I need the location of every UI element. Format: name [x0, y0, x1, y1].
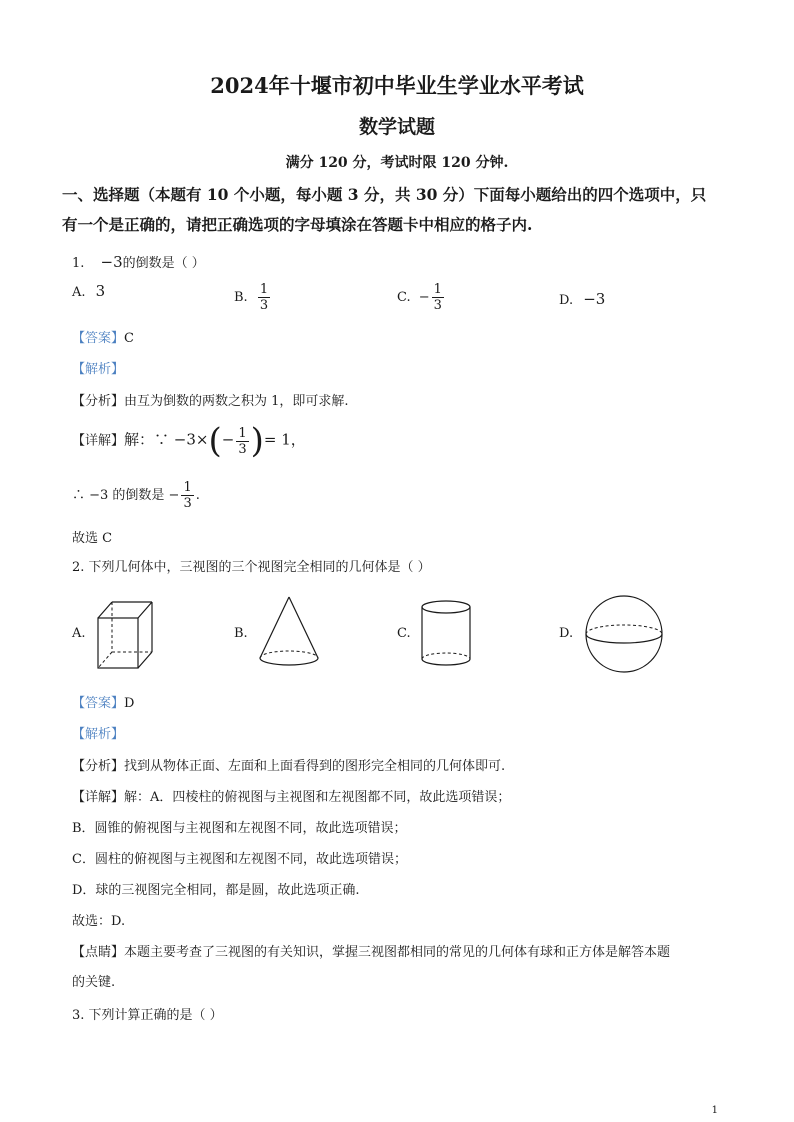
answer-tag: 【答案】 [72, 331, 125, 346]
detail-expression: 解：∵ −3× [124, 430, 209, 449]
q1-number: 1. [72, 256, 85, 271]
exam-info: 满分 120 分，考试时限 120 分钟. [285, 155, 509, 171]
cylinder-icon [418, 598, 474, 670]
right-paren: ) [250, 421, 264, 461]
left-paren: ( [208, 421, 222, 461]
option-label: C. [397, 290, 411, 305]
q1-option-a [72, 282, 105, 300]
denominator: 3 [433, 298, 442, 313]
section-heading-line2: 有一个是正确的，请把正确选项的字母填涂在答题卡中相应的格子内. [62, 215, 533, 234]
q1-option-c [397, 282, 446, 313]
option-label: D. [559, 293, 574, 308]
q2-detail [72, 786, 510, 805]
option-value: −3 [583, 290, 606, 308]
denominator: 3 [259, 298, 269, 313]
q2-option-b-label: B. [234, 626, 248, 641]
q1-conclusion [72, 480, 200, 511]
q1-value: −3 [100, 253, 123, 271]
answer-tag: 【答案】 [72, 696, 125, 711]
detail-a: 解：A．四棱柱的俯视图与主视图和左视图都不同，故此选项错误； [124, 790, 511, 805]
q2-stem: 2. 下列几何体中，三视图的三个视图完全相同的几何体是（ ） [72, 560, 431, 575]
q2-fenxi [72, 755, 505, 774]
conclusion-text: ∴ −3 的倒数是 − [72, 488, 180, 503]
q2-detail-c: C．圆柱的俯视图与主视图和左视图不同，故此选项错误； [72, 852, 407, 867]
numerator: 1 [183, 480, 192, 495]
section-heading-line1: 一、选择题（本题有 10 个小题，每小题 3 分，共 30 分）下面每小题给出的四个选项中，只 [62, 185, 707, 204]
q2-dianjing-cont: 的关键. [72, 975, 116, 990]
dianjing-tag: 【点睛】 [72, 945, 125, 960]
option-label: A. [72, 285, 86, 300]
detail-tag: 【详解】 [72, 433, 125, 449]
q1-option-b [234, 282, 272, 313]
q2-dianjing [72, 941, 670, 960]
numerator: 1 [238, 425, 247, 441]
fenxi-text: 由互为倒数的两数之积为 1，即可求解. [124, 394, 349, 409]
q1-option-d [559, 290, 605, 308]
q2-option-c-label: C. [397, 626, 411, 641]
q1-answer [72, 327, 134, 346]
cuboid-icon [94, 598, 156, 672]
q1-analysis-tag: 【解析】 [72, 362, 125, 377]
page-number: 1 [711, 1105, 718, 1116]
q2-analysis-tag: 【解析】 [72, 727, 125, 742]
q1-detail [72, 421, 306, 461]
numerator: 1 [433, 282, 442, 297]
q1-stem [72, 252, 205, 271]
denominator: 3 [238, 441, 247, 457]
fraction [236, 426, 248, 457]
detail-tag: 【详解】 [72, 790, 125, 805]
minus-sign: − [418, 290, 430, 305]
fraction [432, 282, 444, 313]
q2-answer [72, 692, 134, 711]
option-value: 3 [95, 282, 106, 300]
period: . [195, 488, 200, 503]
q1-fenxi [72, 390, 349, 409]
fenxi-tag: 【分析】 [72, 759, 125, 774]
fraction [258, 282, 270, 313]
q1-stem-text: 的倒数是（ ） [122, 256, 205, 271]
q2-detail-d: D．球的三视图完全相同，都是圆，故此选项正确. [72, 883, 360, 898]
option-label: B. [234, 290, 248, 305]
q2-detail-b: B．圆锥的俯视图与主视图和左视图不同，故此选项错误； [72, 821, 407, 836]
answer-value: D [124, 696, 135, 711]
q3-stem: 3. 下列计算正确的是（ ） [72, 1008, 223, 1023]
fenxi-tag: 【分析】 [72, 394, 125, 409]
detail-minus: − [221, 430, 235, 449]
denominator: 3 [183, 496, 192, 511]
numerator: 1 [259, 282, 269, 297]
q2-option-a-label: A. [72, 626, 86, 641]
fenxi-text: 找到从物体正面、左面和上面看得到的图形完全相同的几何体即可. [124, 759, 506, 774]
cone-icon [256, 594, 322, 670]
dianjing-text: 本题主要考查了三视图的有关知识，掌握三视图都相同的常见的几何体有球和正方体是解答本题 [124, 945, 671, 960]
detail-result: = 1， [263, 430, 306, 449]
q1-choose: 故选 C [72, 531, 113, 546]
q2-choose: 故选：D. [72, 914, 126, 929]
sphere-icon [582, 594, 666, 674]
fraction [181, 480, 193, 511]
answer-value: C [124, 331, 134, 346]
exam-title: 2024年十堰市初中毕业生学业水平考试 [210, 73, 584, 98]
q2-option-d-label: D. [559, 626, 574, 641]
subject-title: 数学试题 [358, 116, 435, 138]
